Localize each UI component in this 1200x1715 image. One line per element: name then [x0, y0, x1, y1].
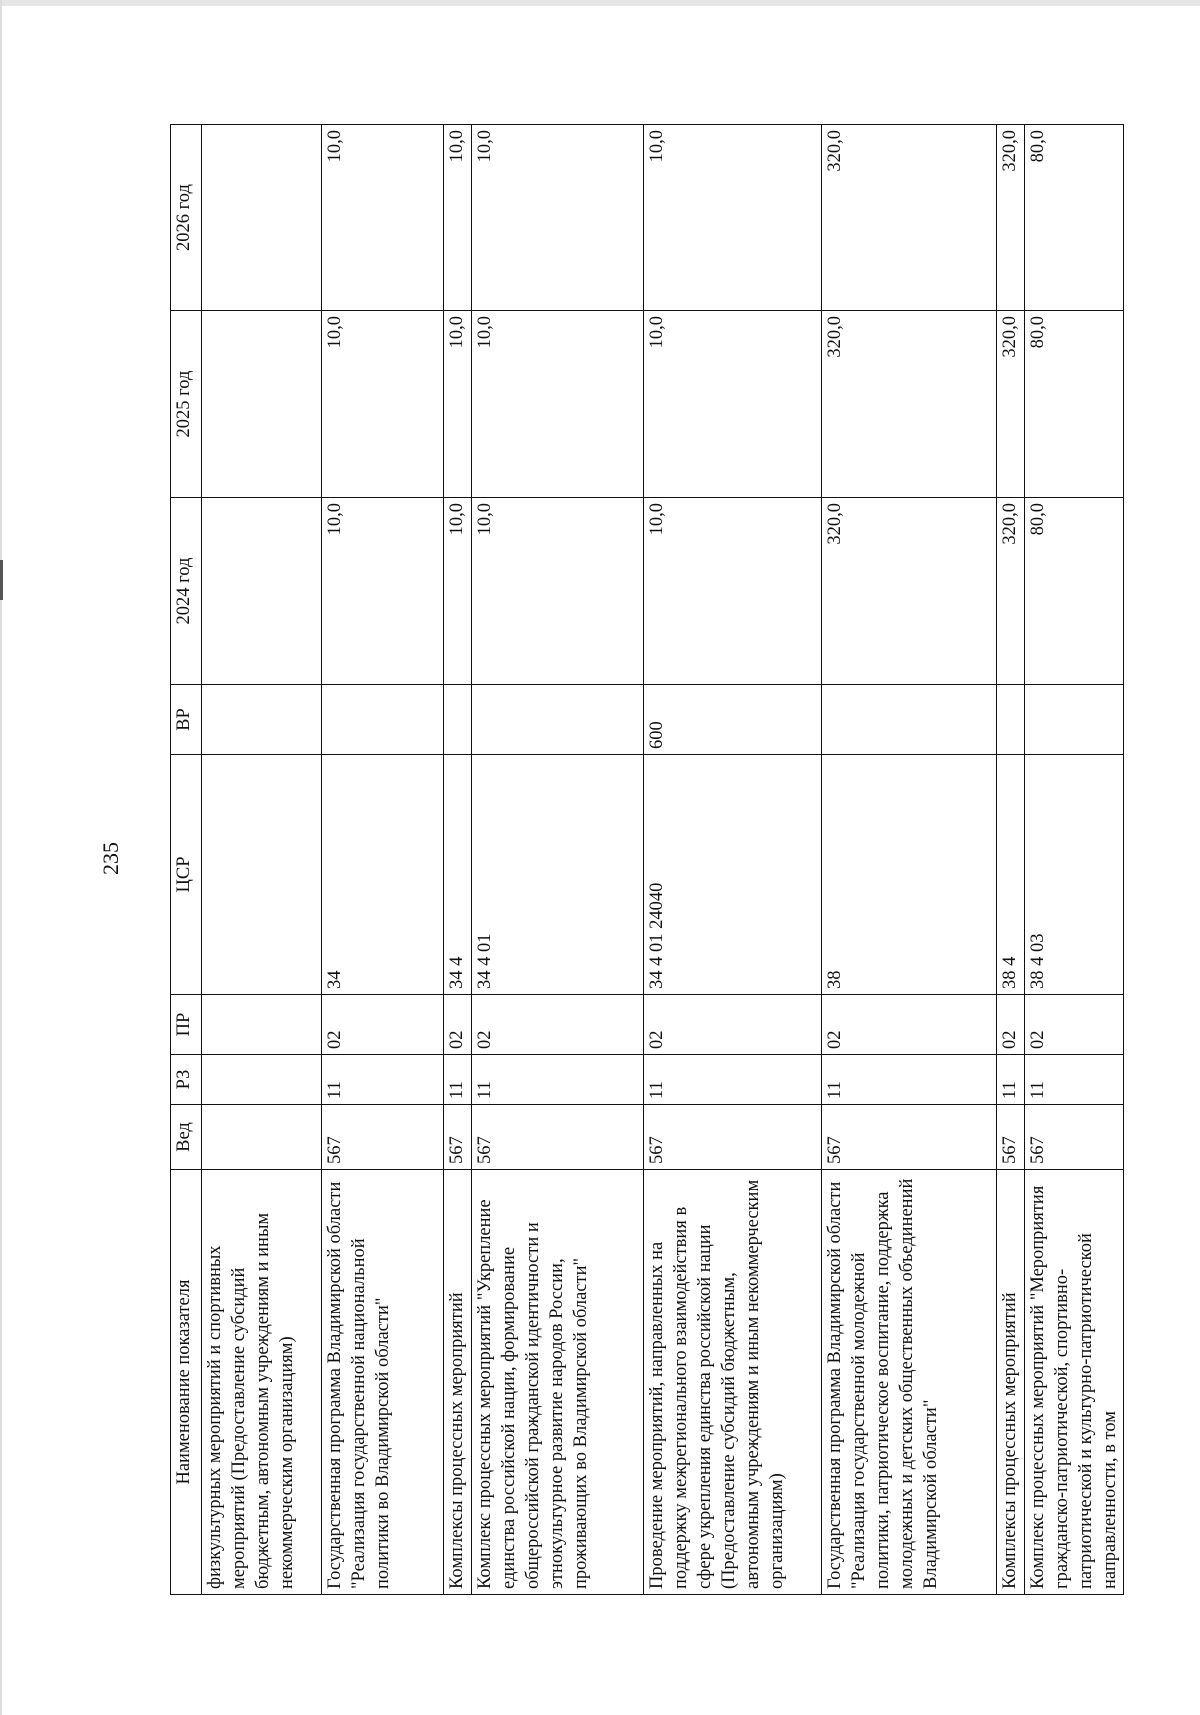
cell-csr: 34 [322, 755, 444, 995]
cell-pr: 02 [822, 995, 997, 1055]
cell-vr [202, 685, 322, 755]
cell-2026: 80,0 [1025, 125, 1124, 311]
cell-2025: 10,0 [472, 311, 644, 498]
cell-csr: 38 4 03 [1025, 755, 1124, 995]
cell-rz: 11 [444, 1055, 472, 1105]
scan-edge-top [0, 0, 1200, 6]
header-ved: Вед [171, 1105, 202, 1170]
cell-vr [822, 685, 997, 755]
cell-pr: 02 [644, 995, 822, 1055]
cell-pr: 02 [322, 995, 444, 1055]
cell-pr: 02 [444, 995, 472, 1055]
cell-2024: 10,0 [322, 498, 444, 685]
cell-ved: 567 [1025, 1105, 1124, 1170]
cell-rz [202, 1055, 322, 1105]
cell-2024 [202, 498, 322, 685]
header-pr: ПР [171, 995, 202, 1055]
cell-2024: 80,0 [1025, 498, 1124, 685]
cell-ved: 567 [444, 1105, 472, 1170]
cell-pr [202, 995, 322, 1055]
header-rz: РЗ [171, 1055, 202, 1105]
page-number: 235 [98, 842, 123, 875]
cell-rz: 11 [322, 1055, 444, 1105]
cell-2024: 10,0 [644, 498, 822, 685]
cell-ved: 567 [644, 1105, 822, 1170]
cell-2026: 320,0 [997, 125, 1025, 311]
cell-name: физкультурных мероприятий и спортивных мероприятий (Предоставление субсидий бюджетным, автономным учреждениям и иным некоммерческим организациям) [202, 1170, 322, 1595]
table-row [644, 125, 822, 1595]
cell-vr [322, 685, 444, 755]
cell-rz: 11 [644, 1055, 822, 1105]
table-row [202, 125, 322, 1595]
cell-2025: 320,0 [822, 311, 997, 498]
cell-2025: 10,0 [444, 311, 472, 498]
cell-name: Комплекс процессных мероприятий "Укрепление единства российской нации, формирование общероссийской гражданской идентичности и этнокультурное развитие народов России, проживающих во Владимирской области" [472, 1170, 644, 1595]
header-csr: ЦСР [171, 755, 202, 995]
cell-2025 [202, 311, 322, 498]
table-row [322, 125, 444, 1595]
table-row [1025, 125, 1124, 1595]
cell-2024: 10,0 [472, 498, 644, 685]
cell-name: Комплекс процессных мероприятий "Мероприятия гражданско-патриотической, спортивно-патриотической и культурно-патриотической направленности, в том [1025, 1170, 1124, 1595]
cell-2024: 320,0 [822, 498, 997, 685]
header-name: Наименование показателя [171, 1170, 202, 1595]
table-row [472, 125, 644, 1595]
cell-2026: 10,0 [472, 125, 644, 311]
cell-2026: 320,0 [822, 125, 997, 311]
cell-ved: 567 [822, 1105, 997, 1170]
budget-table-container [170, 125, 1121, 1595]
cell-csr: 38 [822, 755, 997, 995]
cell-ved: 567 [322, 1105, 444, 1170]
header-vr: ВР [171, 685, 202, 755]
table-row [444, 125, 472, 1595]
cell-2026 [202, 125, 322, 311]
cell-pr: 02 [472, 995, 644, 1055]
table-row [822, 125, 997, 1595]
cell-name: Комплексы процессных мероприятий [997, 1170, 1025, 1595]
cell-2024: 320,0 [997, 498, 1025, 685]
cell-2026: 10,0 [644, 125, 822, 311]
cell-2025: 10,0 [322, 311, 444, 498]
cell-2025: 320,0 [997, 311, 1025, 498]
cell-vr [1025, 685, 1124, 755]
cell-pr: 02 [1025, 995, 1124, 1055]
cell-csr: 34 4 01 24040 [644, 755, 822, 995]
cell-name: Государственная программа Владимирской области "Реализация государственной национальной политики во Владимирской области" [322, 1170, 444, 1595]
cell-vr [472, 685, 644, 755]
cell-name: Государственная программа Владимирской области "Реализация государственной молодежной политики, патриотическое воспитание, поддержка молодежных и детских общественных объединений Владимирской области" [822, 1170, 997, 1595]
cell-csr: 34 4 [444, 755, 472, 995]
cell-vr [444, 685, 472, 755]
cell-rz: 11 [997, 1055, 1025, 1105]
budget-table [170, 124, 1124, 1595]
cell-2025: 80,0 [1025, 311, 1124, 498]
cell-name: Комплексы процессных мероприятий [444, 1170, 472, 1595]
cell-ved: 567 [997, 1105, 1025, 1170]
cell-vr [997, 685, 1025, 755]
cell-vr: 600 [644, 685, 822, 755]
cell-2026: 10,0 [444, 125, 472, 311]
table-row [997, 125, 1025, 1595]
cell-csr: 38 4 [997, 755, 1025, 995]
cell-csr [202, 755, 322, 995]
cell-ved: 567 [472, 1105, 644, 1170]
scan-edge-left [0, 0, 2, 1715]
cell-2025: 10,0 [644, 311, 822, 498]
table-header-row [171, 125, 202, 1595]
header-2026: 2026 год [171, 125, 202, 311]
scan-mark [0, 560, 3, 600]
cell-rz: 11 [472, 1055, 644, 1105]
header-2025: 2025 год [171, 311, 202, 498]
cell-2024: 10,0 [444, 498, 472, 685]
cell-csr: 34 4 01 [472, 755, 644, 995]
cell-pr: 02 [997, 995, 1025, 1055]
cell-name: Проведение мероприятий, направленных на поддержку межрегионального взаимодействия в сфере укрепления единства российской нации (Предоставление субсидий бюджетным, автономным учреждениям и иным некоммерческим организациям) [644, 1170, 822, 1595]
cell-ved [202, 1105, 322, 1170]
cell-rz: 11 [822, 1055, 997, 1105]
header-2024: 2024 год [171, 498, 202, 685]
cell-2026: 10,0 [322, 125, 444, 311]
cell-rz: 11 [1025, 1055, 1124, 1105]
